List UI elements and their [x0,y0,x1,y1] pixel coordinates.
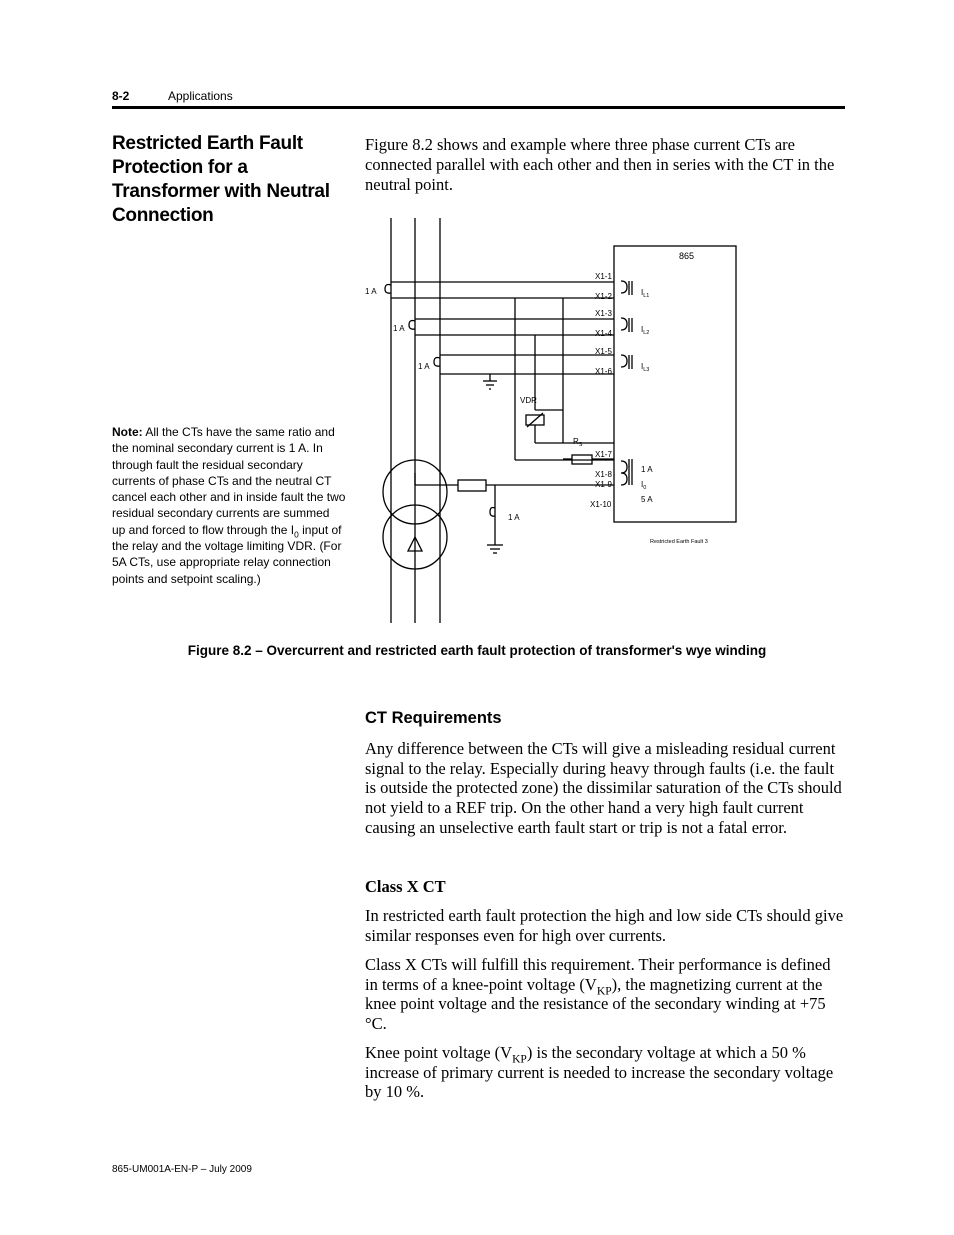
relay-label: 865 [679,251,695,261]
rs-label: $R_S$ [573,437,583,448]
input-i0-5a-label: 5 A [641,495,653,504]
note-label: Note: [112,425,143,439]
terminal-label: X1-9 [595,480,612,489]
terminal-label: X1-1 [595,272,612,281]
ct-ratio-label: 1 A [365,287,377,296]
ct-requirements-paragraph: Any difference between the CTs will give a misleading residual current signal to the relay. Especially during heavy through faults (i.e. the fault is outside the protected zone) the dissimilar saturation of the CTs should not yield to a REF trip. On the other hand a very high fault current causing an unselective earth fault start or trip is not a fatal error. [365,739,842,837]
terminal-label: X1-2 [595,292,612,301]
note-text-1: All the CTs have the same ratio and the nominal secondary current is 1 A. In through fault the residual secondary currents of phase CTs and the neutral CT cancel each other and in inside fault the two residual secondary currents are summed up and forced to flow through the I [112,425,346,537]
intro-paragraph: Figure 8.2 shows and example where three phase current CTs are connected parallel with each other and then in series with the CT in the neutral point. [365,135,835,194]
page-footer: 865-UM001A-EN-P – July 2009 [112,1164,252,1175]
ct-ratio-label: 1 A [508,513,520,522]
page-number: 8-2 [112,89,130,103]
section-heading: Restricted Earth Fault Protection for a Transformer with Neutral Connection [112,133,330,226]
figure-caption: Figure 8.2 – Overcurrent and restricted earth fault protection of transformer's wye winding [187,643,767,658]
input-il1-label: $I_{L1}$ [641,288,650,299]
terminal-label: X1-8 [595,470,612,479]
diagram-id-label: Restricted Earth Fault 3 [650,539,708,545]
class-x-paragraph-3: Knee point voltage $(V_{KP})$ is the secondary voltage at which a 50 % increase of primary current is needed to increase the secondary voltage by 10 %. [365,1043,834,1102]
vdr-label: VDR [520,396,537,405]
note-text-2: input of the relay and the voltage limiting VDR. (For 5A CTs, use appropriate relay connection points and setpoint scaling.) [112,522,342,586]
input-il2-label: $I_{L2}$ [641,325,650,336]
ct-ratio-label: 1 A [418,362,430,371]
input-il3-label: $I_{L3}$ [641,362,650,373]
note-sub: 0 [294,529,299,540]
note [112,424,346,587]
running-header: Applications [168,89,233,103]
header-rule [112,106,845,109]
terminal-label: X1-6 [595,367,612,376]
wiring-diagram [355,215,755,625]
ct-requirements-heading: CT Requirements [365,709,502,727]
class-x-paragraph-1: In restricted earth fault protection the high and low side CTs should give similar responses even for high over currents. [365,906,844,945]
terminal-label: X1-7 [595,450,612,459]
ct-ratio-label: 1 A [393,324,405,333]
input-i0-label: $I_0$ [641,480,647,491]
class-x-heading: Class X CT [365,877,446,896]
terminal-label: X1-4 [595,329,612,338]
terminal-label: X1-5 [595,347,612,356]
terminal-label: X1-10 [590,500,612,509]
class-x-paragraph-2: Class X CTs will fulfill this requirement. Their performance is defined in terms of a knee-point voltage $(V_{KP})$, the magnetizing current at the knee point voltage and the resistance of the secondary winding at +75 °C. [365,955,831,1034]
terminal-label: X1-3 [595,309,612,318]
input-i0-1a-label: 1 A [641,465,653,474]
